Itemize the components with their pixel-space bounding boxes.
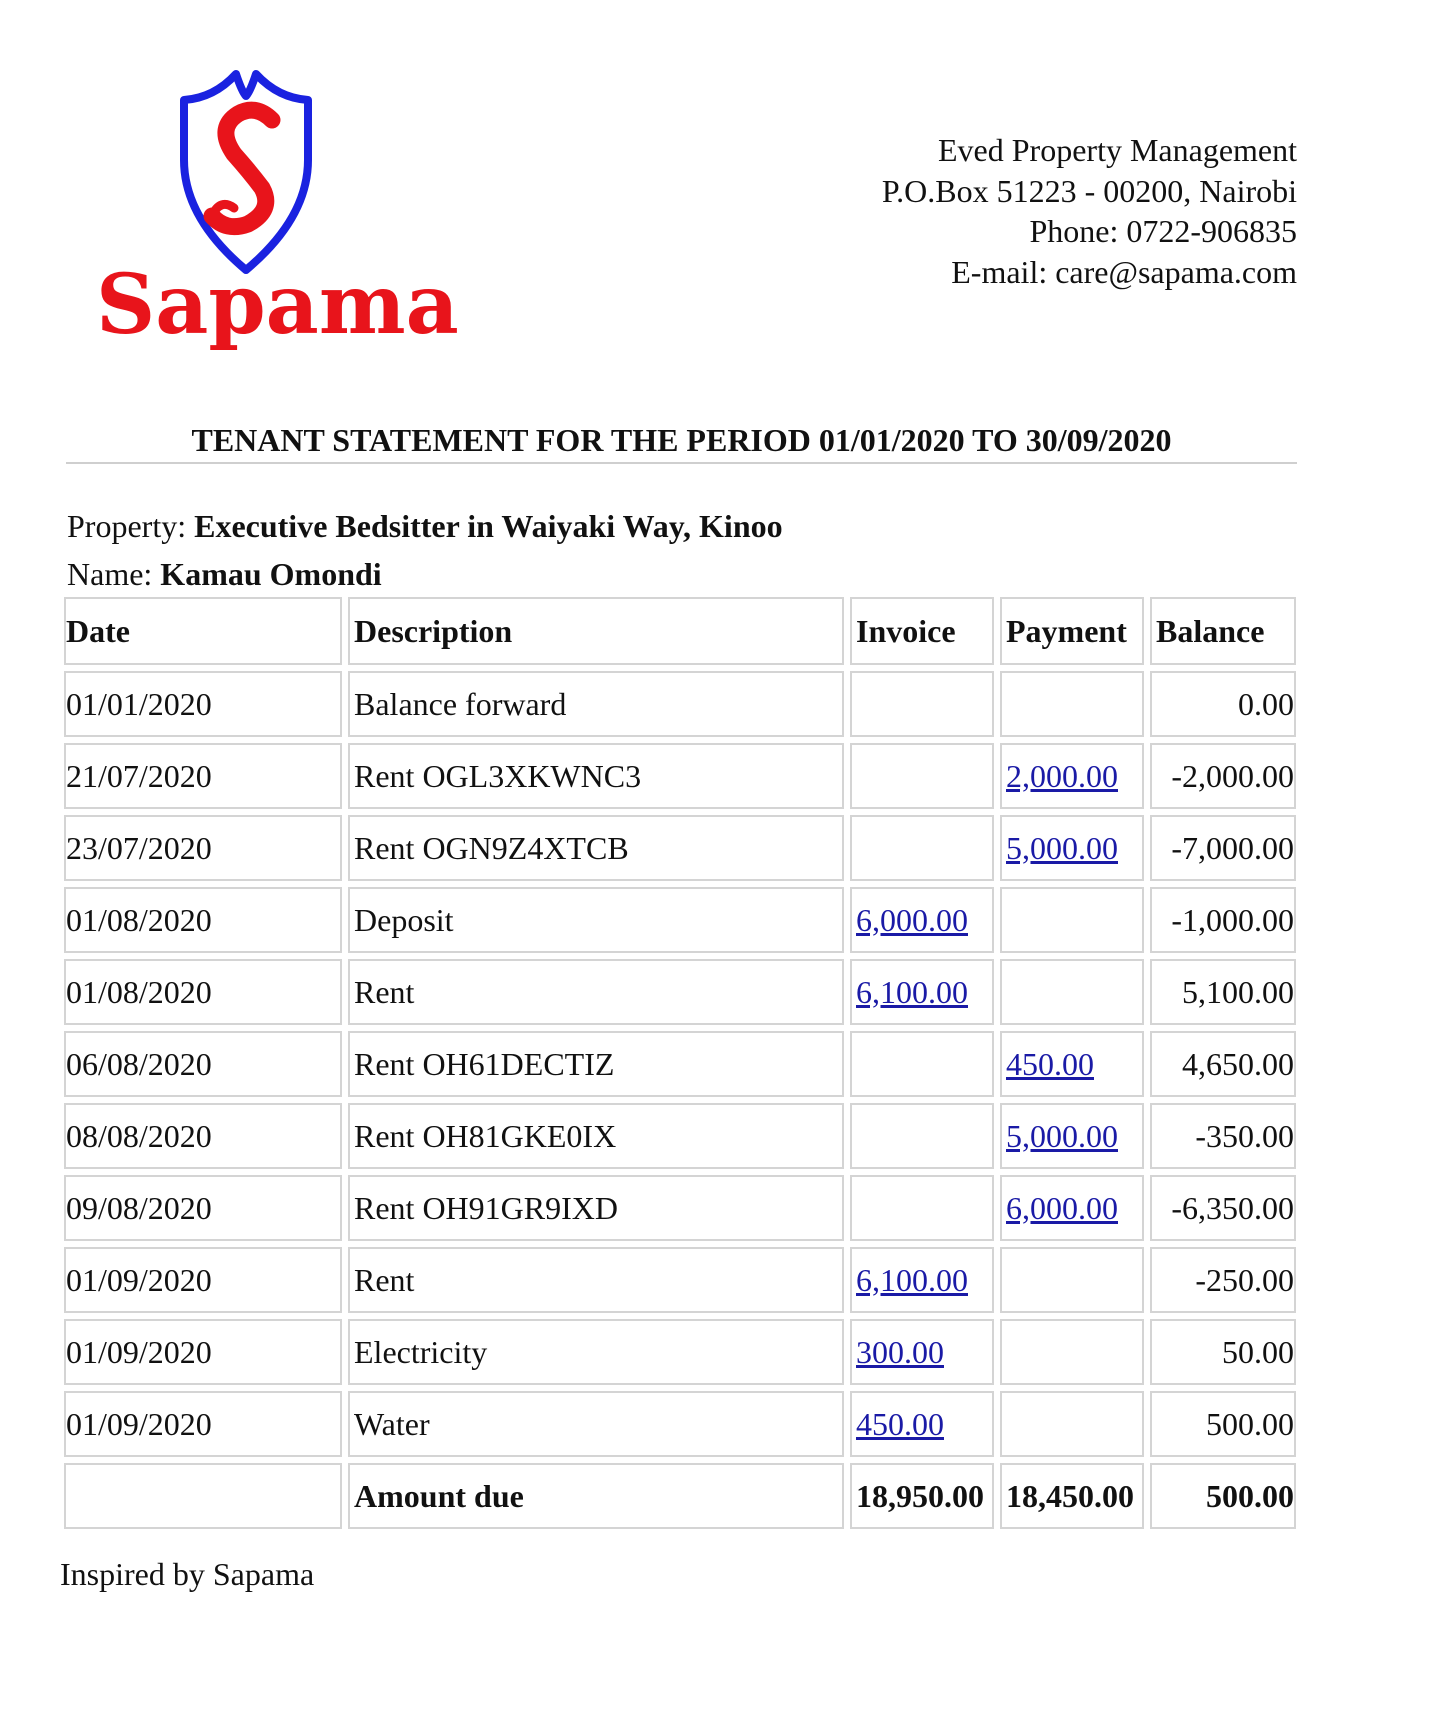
total-date [64,1463,342,1529]
row-description: Deposit [348,887,844,953]
row-date: 01/09/2020 [64,1391,342,1457]
row-payment-link[interactable]: 5,000.00 [1006,829,1118,866]
row-payment-cell [1000,815,1144,881]
row-invoice-cell [850,1175,994,1241]
row-payment-link[interactable]: 450.00 [1006,1045,1094,1082]
statement-table [58,591,1302,1535]
property-label: Property: [67,508,187,544]
row-payment-cell [1000,1031,1144,1097]
row-payment-cell [1000,887,1144,953]
total-payment: 18,450.00 [1000,1463,1144,1529]
row-payment-cell [1000,1391,1144,1457]
row-description: Rent OGL3XKWNC3 [348,743,844,809]
name-label: Name: [67,556,153,592]
row-invoice-link[interactable]: 6,100.00 [856,973,968,1010]
row-invoice-cell [850,1103,994,1169]
row-invoice-link[interactable]: 300.00 [856,1333,944,1370]
row-date: 09/08/2020 [64,1175,342,1241]
table-row [64,959,1296,1025]
row-date: 01/09/2020 [64,1319,342,1385]
row-date: 01/01/2020 [64,671,342,737]
header-balance: Balance [1150,597,1296,665]
property-value: Executive Bedsitter in Waiyaki Way, Kinoo [194,508,783,544]
row-balance: 50.00 [1150,1319,1296,1385]
row-balance: 0.00 [1150,671,1296,737]
row-description: Rent OH61DECTIZ [348,1031,844,1097]
company-email: E-mail: care@sapama.com [951,253,1297,290]
row-invoice-cell [850,887,994,953]
row-balance: 500.00 [1150,1391,1296,1457]
table-row [64,1319,1296,1385]
row-description: Rent OH81GKE0IX [348,1103,844,1169]
row-invoice-cell [850,671,994,737]
row-payment-link[interactable]: 5,000.00 [1006,1117,1118,1154]
row-date: 06/08/2020 [64,1031,342,1097]
row-date: 08/08/2020 [64,1103,342,1169]
table-row [64,1391,1296,1457]
row-invoice-cell [850,743,994,809]
header-description: Description [348,597,844,665]
footer-note: Inspired by Sapama [60,1556,315,1592]
total-label: Amount due [348,1463,844,1529]
row-invoice-link[interactable]: 6,000.00 [856,901,968,938]
row-balance: -250.00 [1150,1247,1296,1313]
row-payment-cell [1000,1175,1144,1241]
table-row [64,743,1296,809]
row-description: Water [348,1391,844,1457]
logo-wordmark: Sapama [96,257,459,353]
row-payment-cell [1000,1247,1144,1313]
row-invoice-cell [850,959,994,1025]
row-description: Balance forward [348,671,844,737]
shield-icon [176,68,316,278]
table-row [64,671,1296,737]
row-description: Rent OGN9Z4XTCB [348,815,844,881]
row-balance: -6,350.00 [1150,1175,1296,1241]
row-balance: -1,000.00 [1150,887,1296,953]
row-payment-cell [1000,1103,1144,1169]
row-balance: 5,100.00 [1150,959,1296,1025]
table-row [64,1103,1296,1169]
table-row [64,1031,1296,1097]
company-address: P.O.Box 51223 - 00200, Nairobi [881,172,1297,209]
table-row [64,815,1296,881]
row-invoice-link[interactable]: 450.00 [856,1405,944,1442]
title-divider [66,462,1297,464]
row-invoice-cell [850,1031,994,1097]
row-payment-cell [1000,1319,1144,1385]
row-date: 01/08/2020 [64,959,342,1025]
company-info [882,130,1297,292]
table-row [64,1247,1296,1313]
header-date: Date [64,597,342,665]
row-date: 21/07/2020 [64,743,342,809]
tenant-name-line [67,554,382,594]
property-line [67,506,783,546]
row-balance: 4,650.00 [1150,1031,1296,1097]
row-invoice-cell [850,1391,994,1457]
row-invoice-cell [850,1247,994,1313]
table-row [64,1175,1296,1241]
total-row [64,1463,1296,1529]
row-payment-cell [1000,671,1144,737]
statement-title: TENANT STATEMENT FOR THE PERIOD 01/01/2020 TO 30/09/2020 [191,422,1172,458]
row-date: 23/07/2020 [64,815,342,881]
row-invoice-cell [850,815,994,881]
company-phone: Phone: 0722-906835 [1029,213,1297,249]
row-invoice-cell [850,1319,994,1385]
sapama-logo [96,68,459,368]
company-name: Eved Property Management [938,132,1297,168]
row-payment-link[interactable]: 6,000.00 [1006,1189,1118,1226]
row-date: 01/08/2020 [64,887,342,953]
row-description: Rent [348,959,844,1025]
header-payment: Payment [1000,597,1144,665]
row-invoice-link[interactable]: 6,100.00 [856,1261,968,1298]
total-balance: 500.00 [1150,1463,1296,1529]
row-payment-link[interactable]: 2,000.00 [1006,757,1118,794]
row-balance: -7,000.00 [1150,815,1296,881]
name-value: Kamau Omondi [160,556,382,592]
row-payment-cell [1000,959,1144,1025]
row-balance: -2,000.00 [1150,743,1296,809]
row-description: Rent [348,1247,844,1313]
total-invoice: 18,950.00 [850,1463,994,1529]
table-row [64,887,1296,953]
row-payment-cell [1000,743,1144,809]
table-header-row [64,597,1296,665]
row-description: Electricity [348,1319,844,1385]
row-balance: -350.00 [1150,1103,1296,1169]
row-date: 01/09/2020 [64,1247,342,1313]
row-description: Rent OH91GR9IXD [348,1175,844,1241]
header-invoice: Invoice [850,597,994,665]
